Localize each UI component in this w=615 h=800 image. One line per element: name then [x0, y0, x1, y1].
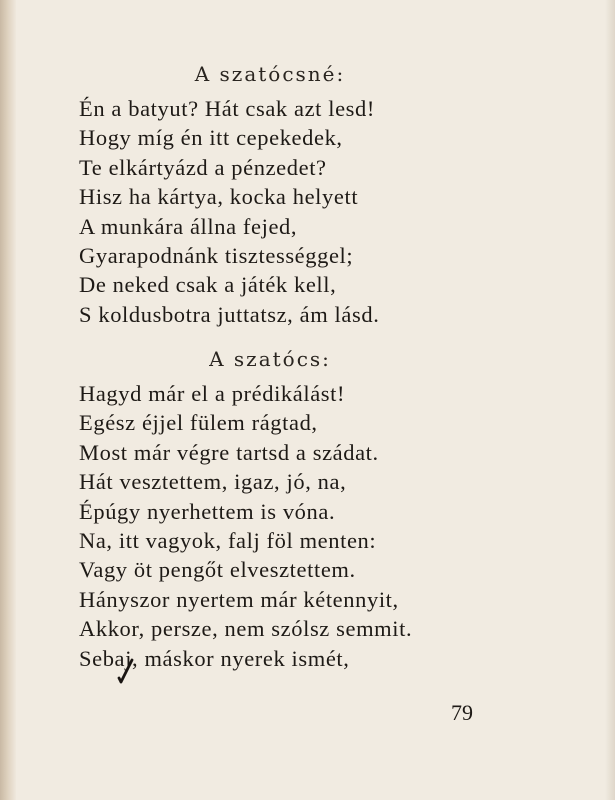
- verse-line: Sebaj, máskor nyerek ismét,: [79, 645, 350, 671]
- verse-line: Most már végre tartsd a szádat.: [79, 439, 379, 465]
- binding-gutter: [0, 0, 16, 800]
- verse-line: Te elkártyázd a pénzedet?: [79, 154, 327, 180]
- verse-line: Hisz ha kártya, kocka helyett: [79, 184, 359, 210]
- verse-line: Hányszor nyertem már kétennyit,: [79, 586, 399, 612]
- verse-line: A munkára állna fejed,: [79, 213, 298, 239]
- speaker-heading-1: A szatócsné:: [194, 62, 346, 86]
- verse-line: Én a batyut? Hát csak azt lesd!: [79, 96, 375, 121]
- verse-line: Hogy míg én itt cepekedek,: [79, 125, 343, 151]
- verse-line: Hagyd már el a prédikálást!: [79, 381, 346, 406]
- page-number: 79: [451, 700, 473, 725]
- verse-line: Na, itt vagyok, falj föl menten:: [79, 528, 377, 554]
- verse-line: Vagy öt pengőt elvesztettem.: [79, 557, 356, 583]
- verse-line: S koldusbotra juttatsz, ám lásd.: [79, 301, 380, 327]
- verse-line: Akkor, persze, nem szólsz semmit.: [79, 616, 413, 642]
- stanza-2: [79, 379, 412, 673]
- verse-line: Gyarapodnánk tisztességgel;: [79, 243, 354, 269]
- verse-line: Egész éjjel fülem rágtad,: [79, 410, 318, 436]
- speaker-heading-2: A szatócs:: [209, 347, 331, 371]
- page-edge-shadow: [605, 0, 615, 800]
- pencil-mark-icon: [116, 658, 138, 686]
- verse-line: Épúgy nyerhettem is vóna.: [79, 498, 336, 524]
- verse-line: Hát vesztettem, igaz, jó, na,: [79, 469, 347, 495]
- stanza-1: [79, 94, 379, 329]
- verse-line: De neked csak a játék kell,: [79, 272, 337, 298]
